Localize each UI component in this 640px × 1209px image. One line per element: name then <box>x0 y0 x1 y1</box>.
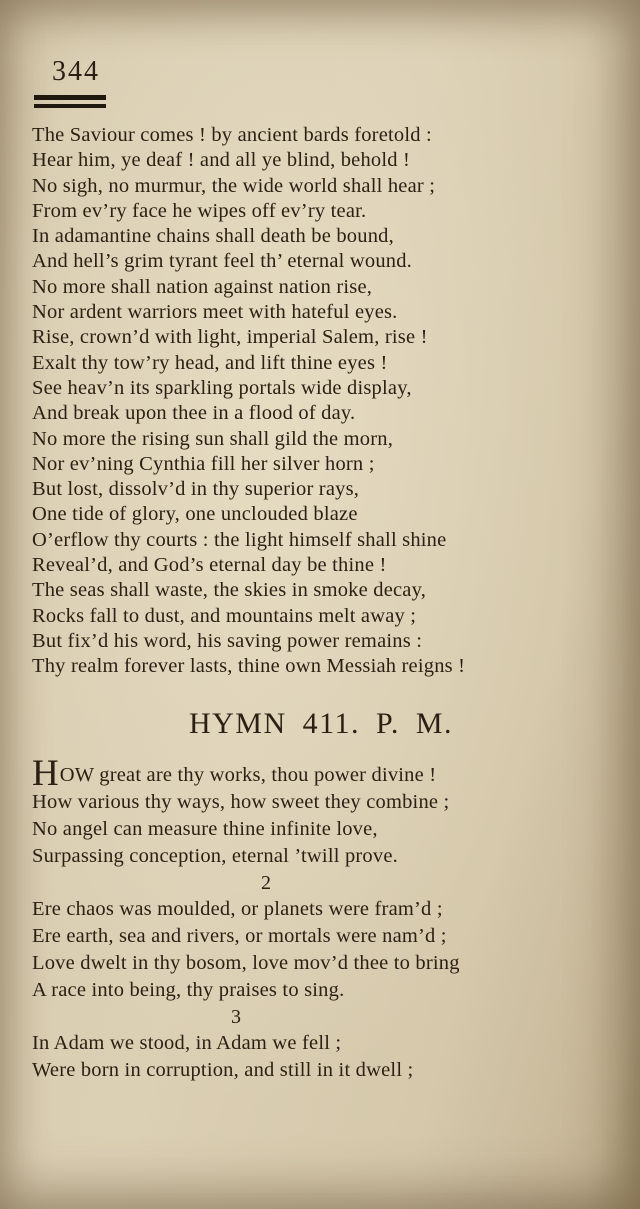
poem-line: Nor ardent warriors meet with hateful eyes. <box>32 301 398 324</box>
opening-rest: great are thy works, thou power divine ! <box>93 763 437 786</box>
poem-line: From ev’ry face he wipes off ev’ry tear. <box>32 199 367 222</box>
poem-line: But fix’d his word, his saving power remains : <box>32 629 423 652</box>
poem-line: The seas shall waste, the skies in smoke decay, <box>32 579 427 602</box>
poem-line: No sigh, no murmur, the wide world shall hear ; <box>32 174 436 197</box>
poem-line: The Saviour comes ! by ancient bards foretold : <box>32 124 432 146</box>
stanza-opening-line <box>32 752 610 794</box>
poem-line: But lost, dissolv’d in thy superior rays, <box>32 478 360 501</box>
stanza-number-3: 3 <box>231 1005 241 1028</box>
poem-continuation <box>32 123 610 680</box>
hymn-stanza-1 <box>32 752 610 870</box>
poem-line: Exalt thy tow’ry head, and lift thine eyes ! <box>32 351 388 374</box>
poem-line: No more shall nation against nation rise, <box>32 275 373 298</box>
stanza-line: Ere chaos was moulded, or planets were fram’d ; <box>32 897 443 920</box>
page-content <box>32 56 610 1084</box>
hymn-heading: HYMN 411. P. M. <box>188 706 454 740</box>
poem-line: In adamantine chains shall death be bound, <box>32 225 394 248</box>
ornamental-double-rule <box>34 95 106 108</box>
opening-caps: OW <box>59 763 94 786</box>
stanza-line: No angel can measure thine infinite love, <box>32 817 378 840</box>
drop-cap-initial: H <box>32 752 60 794</box>
stanza-line: A race into being, thy praises to sing. <box>32 978 345 1001</box>
stanza-line: Were born in corruption, and still in it dwell ; <box>32 1058 414 1081</box>
poem-line: Thy realm forever lasts, thine own Messiah reigns ! <box>32 655 466 678</box>
stanza-line: Surpassing conception, eternal ’twill prove. <box>32 844 398 867</box>
page-number: 344 <box>52 56 100 87</box>
hymn-stanza-2 <box>32 896 610 1004</box>
poem-line: Rocks fall to dust, and mountains melt away ; <box>32 604 417 627</box>
stanza-line: Ere earth, sea and rivers, or mortals were nam’d ; <box>32 924 447 947</box>
poem-line: Hear him, ye deaf ! and all ye blind, behold ! <box>32 149 411 172</box>
poem-line: Rise, crown’d with light, imperial Salem, rise ! <box>32 326 428 349</box>
hymn-stanza-3 <box>32 1030 610 1084</box>
stanza-line: In Adam we stood, in Adam we fell ; <box>32 1031 342 1054</box>
poem-line: No more the rising sun shall gild the morn, <box>32 427 394 450</box>
stanza-line: How various thy ways, how sweet they combine ; <box>32 790 450 813</box>
poem-line: See heav’n its sparkling portals wide display, <box>32 376 412 399</box>
poem-line: Reveal’d, and God’s eternal day be thine ! <box>32 554 387 577</box>
poem-line: O’erflow thy courts : the light himself shall shine <box>32 528 447 551</box>
poem-line: One tide of glory, one unclouded blaze <box>32 503 358 526</box>
stanza-line: Love dwelt in thy bosom, love mov’d thee to bring <box>32 951 460 974</box>
poem-line: Nor ev’ning Cynthia fill her silver horn ; <box>32 452 375 475</box>
poem-line: And break upon thee in a flood of day. <box>32 402 356 425</box>
stanza-number-2: 2 <box>261 871 271 894</box>
poem-line: And hell’s grim tyrant feel th’ eternal wound. <box>32 250 412 273</box>
